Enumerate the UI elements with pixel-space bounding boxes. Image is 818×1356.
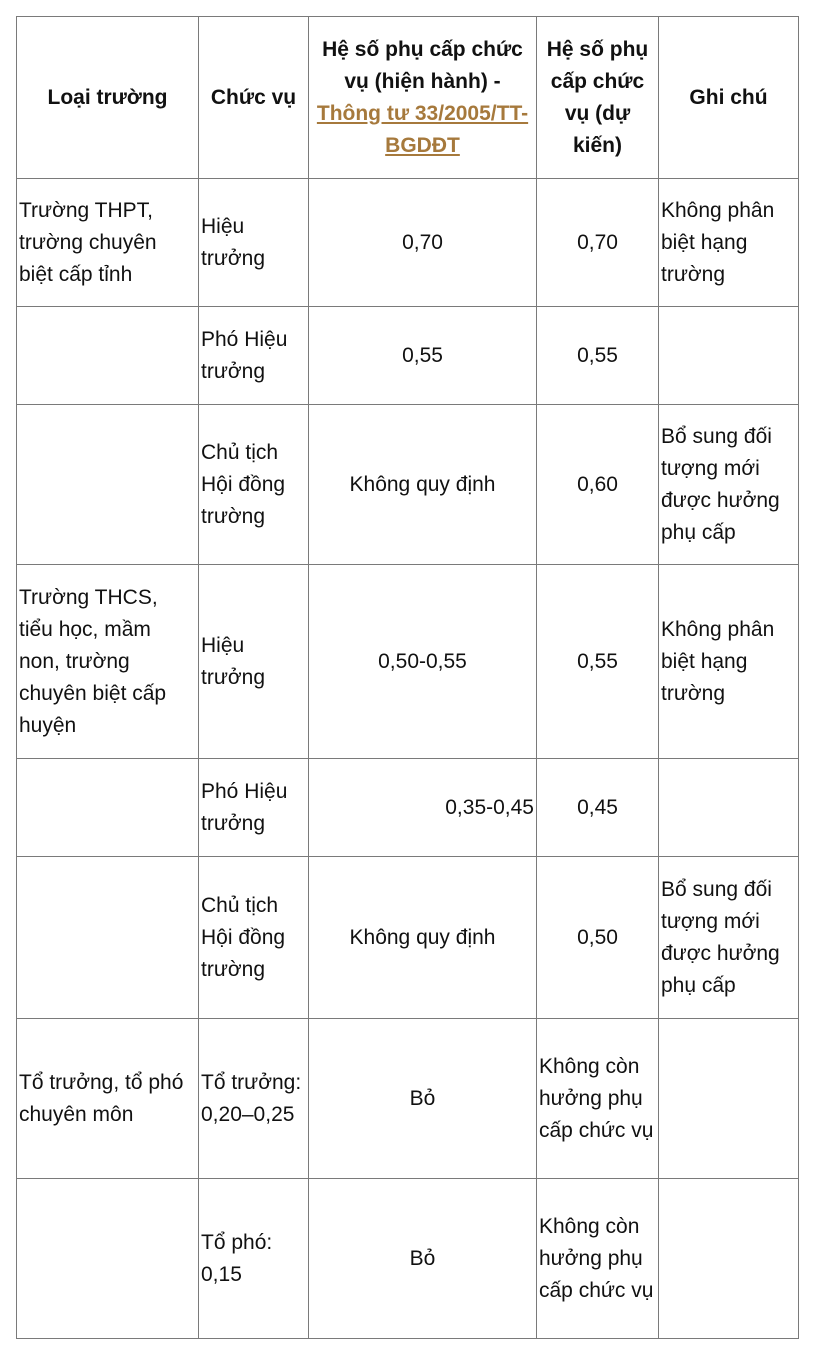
header-current-coefficient [309,17,537,179]
cell-school-type [17,307,199,405]
cell-note [659,307,799,405]
cell-proposed-coefficient: Không còn hưởng phụ cấp chức vụ [537,1019,659,1179]
cell-proposed-coefficient: 0,55 [537,307,659,405]
cell-note [659,1179,799,1339]
cell-current-coefficient: Bỏ [309,1179,537,1339]
cell-proposed-coefficient: 0,60 [537,405,659,565]
cell-school-type [17,857,199,1019]
table-header-row [17,17,799,179]
cell-note: Bổ sung đối tượng mới được hưởng phụ cấp [659,405,799,565]
table-row [17,1179,799,1339]
header-note: Ghi chú [659,17,799,179]
cell-current-coefficient: 0,50-0,55 [309,565,537,759]
table-row [17,179,799,307]
cell-proposed-coefficient: 0,45 [537,759,659,857]
table-row [17,857,799,1019]
cell-note: Không phân biệt hạng trường [659,179,799,307]
allowance-table [16,16,799,1339]
cell-current-coefficient: 0,70 [309,179,537,307]
cell-position: Chủ tịch Hội đồng trường [199,405,309,565]
table-row [17,405,799,565]
cell-position: Tổ trưởng: 0,20–0,25 [199,1019,309,1179]
cell-current-coefficient: Không quy định [309,405,537,565]
circular-link[interactable]: Thông tư 33/2005/TT-BGDĐT [316,101,529,157]
cell-school-type [17,405,199,565]
cell-proposed-coefficient: Không còn hưởng phụ cấp chức vụ [537,1179,659,1339]
cell-current-coefficient: 0,55 [309,307,537,405]
cell-proposed-coefficient: 0,55 [537,565,659,759]
cell-current-coefficient: Không quy định [309,857,537,1019]
cell-position: Chủ tịch Hội đồng trường [199,857,309,1019]
header-current-text: Hệ số phụ cấp chức vụ (hiện hành) - [322,37,523,93]
cell-position: Hiệu trưởng [199,565,309,759]
cell-proposed-coefficient: 0,70 [537,179,659,307]
cell-position: Hiệu trưởng [199,179,309,307]
cell-position: Tổ phó: 0,15 [199,1179,309,1339]
cell-school-type: Trường THPT, trường chuyên biệt cấp tỉnh [17,179,199,307]
cell-note: Không phân biệt hạng trường [659,565,799,759]
table-row [17,565,799,759]
table-row [17,307,799,405]
cell-school-type: Tổ trưởng, tổ phó chuyên môn [17,1019,199,1179]
cell-position: Phó Hiệu trưởng [199,307,309,405]
cell-note [659,759,799,857]
cell-current-coefficient: Bỏ [309,1019,537,1179]
cell-note: Bổ sung đối tượng mới được hưởng phụ cấp [659,857,799,1019]
cell-school-type: Trường THCS, tiểu học, mầm non, trường chuyên biệt cấp huyện [17,565,199,759]
cell-school-type [17,759,199,857]
cell-position: Phó Hiệu trưởng [199,759,309,857]
cell-school-type [17,1179,199,1339]
header-school-type: Loại trường [17,17,199,179]
table-row [17,1019,799,1179]
header-proposed-coefficient: Hệ số phụ cấp chức vụ (dự kiến) [537,17,659,179]
cell-note [659,1019,799,1179]
header-position: Chức vụ [199,17,309,179]
cell-current-coefficient: 0,35-0,45 [309,759,537,857]
table-row [17,759,799,857]
cell-proposed-coefficient: 0,50 [537,857,659,1019]
